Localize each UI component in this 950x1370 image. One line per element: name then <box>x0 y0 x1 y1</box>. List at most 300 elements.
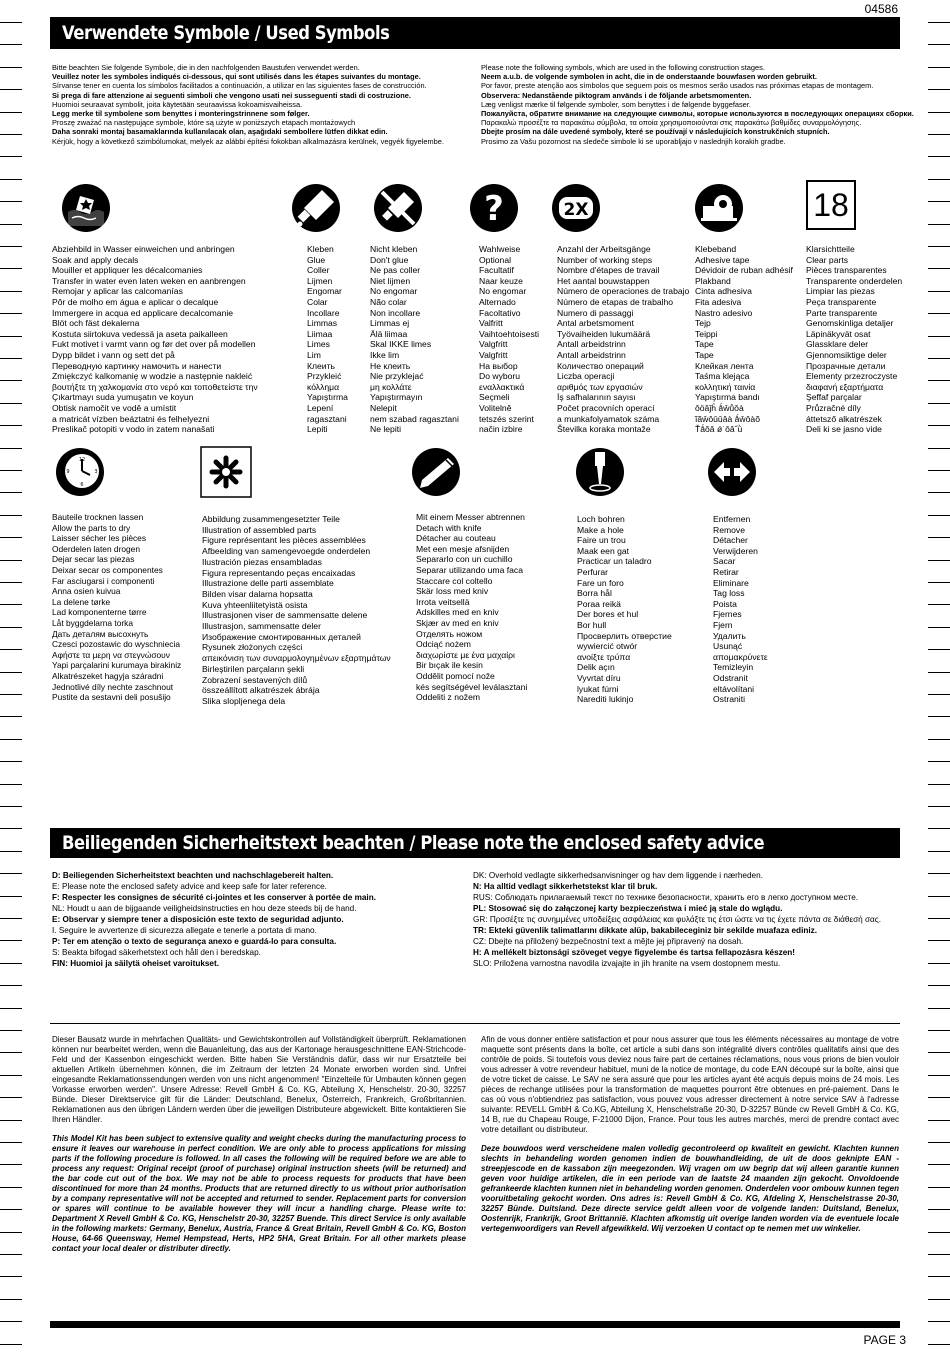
text-line: Immergere in acqua ed applicare decalcomanie <box>52 307 234 318</box>
text-line: PL: Stosować się do załączonej karty bezpieczeństwa i mieć ją stale do wglądu. <box>473 904 783 913</box>
text-line: Antall arbeidstrinn <box>557 349 626 360</box>
symbol-no-glue-text <box>370 244 459 435</box>
text-line: Czesci pozostawic do wyschniecia <box>52 639 181 650</box>
text-line: Ikke lim <box>370 349 400 360</box>
text-line: Deixar secar os componentes <box>52 564 163 575</box>
text-line: Sacar <box>713 556 736 567</box>
text-line: Клейкая лента <box>695 360 754 371</box>
margin-tick <box>0 851 22 852</box>
text-line: P: Ter em atenção o texto de segurança anexo e guardá-lo para consulta. <box>52 937 337 946</box>
margin-tick <box>928 89 950 90</box>
text-line: Nicht kleben <box>370 244 418 254</box>
margin-tick <box>928 851 950 852</box>
margin-tick <box>0 89 22 90</box>
margin-tick <box>0 761 22 762</box>
text-line: Dbejte prosím na dále uvedené symboly, které se používají v následujících konstrukčních stupních. <box>481 127 830 137</box>
margin-tick <box>0 828 22 829</box>
text-line: Engomar <box>307 286 342 297</box>
knife-cut-icon <box>410 446 462 498</box>
footer-bar <box>50 1321 900 1328</box>
text-line: Lad komponenterne tørre <box>52 607 147 618</box>
text-line: a matricát vízben beáztatni és felhelyezni <box>52 413 210 424</box>
margin-tick <box>928 201 950 202</box>
text-line: Neem a.u.b. de volgende symbolen in acht, die in de onderstaande bouwfasen worden gebruikt. <box>481 72 817 82</box>
text-line: Optional <box>479 254 512 265</box>
text-line: Verwijderen <box>713 545 758 556</box>
text-line: Afbeelding van samengevoegde onderdelen <box>202 546 371 557</box>
margin-tick <box>0 179 22 180</box>
margin-tick <box>928 1097 950 1098</box>
safety-title-band <box>50 828 900 858</box>
text-line: Limmas ej <box>370 318 410 329</box>
text-line: kés segítségével leválasztani <box>416 681 528 692</box>
text-line: Fjern <box>713 619 733 630</box>
text-line: απεικόνιση των συναρμολογημένων εξαρτημάτων <box>202 653 391 664</box>
text-line: διαφανή εξαρτήματα <box>806 381 884 392</box>
text-line: Älä liimaa <box>370 328 408 339</box>
margin-tick <box>0 358 22 359</box>
text-line: Rysunek złożonych części <box>202 642 303 653</box>
text-line: Nie przyklejać <box>370 371 424 382</box>
text-line: Nombre d'étapes de travail <box>557 265 660 276</box>
text-line: Cinta adhesiva <box>695 286 752 297</box>
text-line: Do wyboru <box>479 371 521 382</box>
text-line: Staccare col coltello <box>416 575 493 586</box>
text-line: Illustrasjonen viser de sammensatte delene <box>202 610 368 621</box>
text-line: Låt byggdelarna torka <box>52 617 134 628</box>
margin-tick <box>0 1187 22 1188</box>
text-line: Non incollare <box>370 307 421 318</box>
text-line: Allow the parts to dry <box>52 522 131 533</box>
text-line: Prosimo za Vašu pozornost na sledeče simbole ki se uporabljajo v naslednjih korakih gradbe. <box>481 136 786 146</box>
text-line: DK: Overhold vedlagte sikkerhedsanvisninger og hav dem liggende i nærheden. <box>473 871 763 880</box>
margin-tick <box>928 1254 950 1255</box>
text-line: Glassklare deler <box>806 339 869 350</box>
margin-tick <box>928 806 950 807</box>
text-line: Número de operaciones de trabajo <box>557 286 690 297</box>
text-line: Transparente onderdelen <box>806 275 903 286</box>
text-line: Make a hole <box>577 524 624 535</box>
text-line: На выбор <box>479 360 518 371</box>
text-line: Ťǻǒǎ ǿ˙ǒâ˝ǜ <box>695 424 743 435</box>
text-line: İş safhalarının sayısı <box>557 392 636 403</box>
text-line: Yapıştırma <box>307 392 348 403</box>
text-line: Lepiti <box>307 424 328 435</box>
text-line: Oddeliti z nožem <box>416 692 481 703</box>
text-line: Laisser sécher les pièces <box>52 533 147 544</box>
margin-tick <box>928 560 950 561</box>
text-line: Zmiękczyć kalkomanię w wodzie a następnie nakleić <box>52 371 253 382</box>
text-line: Slika slopljenega dela <box>202 695 286 706</box>
margin-tick <box>928 380 950 381</box>
text-line: Adskilles med en kniv <box>416 607 499 618</box>
text-line: Proszę zważać na następujące symbole, które są użyte w poniższych etapach montażowych <box>52 118 356 128</box>
symbol-optional-text <box>479 244 539 435</box>
text-line: Don't glue <box>370 254 409 265</box>
margin-tick <box>0 201 22 202</box>
text-line: Valgfritt <box>479 349 508 360</box>
text-line: Irrota veitsellä <box>416 596 470 607</box>
margin-tick <box>0 1097 22 1098</box>
text-line: Ne pas coller <box>370 265 421 276</box>
text-line: SLO: Priložena varnostna navodila izvajajte in jih hranite na vsem dostopnem mestu. <box>473 959 781 968</box>
text-line: Fukt motivet i varmt vann og før det over på modellen <box>52 339 256 350</box>
margin-tick <box>928 425 950 426</box>
text-line: Lijmen <box>307 275 333 286</box>
symbol-steps-text <box>557 244 689 435</box>
margin-tick <box>928 1120 950 1121</box>
text-line: Не клеить <box>370 360 411 371</box>
text-line: Yapıştırma bandı <box>695 392 760 403</box>
text-line: κόλλημα <box>307 381 340 392</box>
text-line: Het aantal bouwstappen <box>557 275 650 286</box>
margin-tick <box>0 224 22 225</box>
text-line: Détacher <box>713 535 748 546</box>
glue-tube-icon <box>290 182 342 234</box>
text-line: Number of working steps <box>557 254 653 265</box>
text-line: Bir bıçak ile kesin <box>416 660 483 671</box>
margin-tick <box>928 1187 950 1188</box>
text-line: wywiercić otwór <box>577 641 638 652</box>
text-line: Dévidoir de ruban adhésif <box>695 265 793 276</box>
text-line: Veuillez noter les symboles indiqués ci-dessous, qui sont utilisés dans les étapes suivantes du montage. <box>52 72 421 82</box>
margin-tick <box>0 515 22 516</box>
margin-tick <box>0 425 22 426</box>
text-line: Παρακαλώ προσέξτε τα παρακάτω σύμβολα, τα οποία χρησιμοποιούνται στις παρακάτω βαθμίδες συναρμολόγησης. <box>481 118 862 128</box>
text-line: Soak and apply decals <box>52 254 139 265</box>
margin-tick <box>928 448 950 449</box>
text-line: Ilustración piezas ensambladas <box>202 556 322 567</box>
text-line: Ostraniti <box>713 694 745 705</box>
margin-tick <box>0 492 22 493</box>
text-line: Valfritt <box>479 318 503 329</box>
text-line: Teippi <box>695 328 718 339</box>
text-line: Työvaiheiden lukumäärä <box>557 328 651 339</box>
text-line: Practicar un taladro <box>577 556 652 567</box>
margin-tick <box>0 1276 22 1277</box>
text-line: Naar keuze <box>479 275 523 286</box>
text-line: Läpinäkyvät osat <box>806 328 871 339</box>
text-line: Pôr de molho em água e aplicar o decalque <box>52 296 219 307</box>
margin-tick <box>0 1120 22 1121</box>
text-line: TR: Ekteki güvenlik talimatlarını dikkate alüp, bakabileceginiz bir sekilde muafaza ediniz. <box>473 926 817 935</box>
margin-tick <box>0 470 22 471</box>
text-line: Bauteile trocknen lassen <box>52 512 144 522</box>
margin-tick <box>928 694 950 695</box>
symbol-knife-text <box>416 512 527 703</box>
text-line: Nelepit <box>370 402 397 413</box>
text-line: Průzračné díly <box>806 402 861 413</box>
text-line: ôöâĵĥ ǻŵůǒà <box>695 402 744 413</box>
text-line: Yapi parçalarini kurumaya birakiniz <box>52 660 182 671</box>
margin-tick <box>928 134 950 135</box>
adhesive-tape-icon <box>693 182 745 234</box>
text-line: Facoltativo <box>479 307 521 318</box>
text-line: Faire un trou <box>577 535 626 546</box>
text-line: διαχωρίστε με ένα μαχαίρι <box>416 649 515 660</box>
margin-tick <box>928 179 950 180</box>
text-line: Separar utilizando uma faca <box>416 564 524 575</box>
margin-tick <box>928 1008 950 1009</box>
text-line: Alkatrészeket hagyja száradni <box>52 670 164 681</box>
text-line: Detach with knife <box>416 522 482 533</box>
margin-tick <box>0 560 22 561</box>
margin-tick <box>928 291 950 292</box>
text-line: Transfer in water even laten weken en aanbrengen <box>52 275 246 286</box>
margin-tick <box>0 380 22 381</box>
text-line: Şeffaf parçalar <box>806 392 862 403</box>
margin-tick <box>928 1075 950 1076</box>
margin-tick <box>0 448 22 449</box>
margin-tick <box>928 627 950 628</box>
text-line: Lepení <box>307 402 334 413</box>
text-line: Adhesive tape <box>695 254 750 265</box>
margin-tick <box>928 649 950 650</box>
service-right <box>481 1035 899 1243</box>
text-line: Deli ki se jasno vide <box>806 424 882 435</box>
repeat-2x-icon <box>550 182 602 234</box>
text-line: Pièces transparentes <box>806 265 887 276</box>
text-line: Nastro adesivo <box>695 307 753 318</box>
margin-tick <box>0 246 22 247</box>
margin-tick <box>0 336 22 337</box>
text-line: Birleştirilen parçaların şekli <box>202 663 305 674</box>
text-line: Отделять ножом <box>416 628 483 639</box>
margin-tick <box>0 716 22 717</box>
margin-tick <box>0 985 22 986</box>
margin-tick <box>928 224 950 225</box>
margin-tick <box>928 1276 950 1277</box>
text-line: Poista <box>713 598 737 609</box>
text-line: Bitte beachten Sie folgende Symbole, die in den nachfolgenden Baustufen verwendet werden. <box>52 63 360 72</box>
margin-tick <box>0 67 22 68</box>
text-line: Temizleyin <box>713 662 754 673</box>
symbol-tape-text <box>695 244 793 435</box>
text-line: Mouiller et appliquer les décalcomanies <box>52 265 203 276</box>
text-line: Preslikač potopiti v vodo in zatem nanašati <box>52 424 215 435</box>
service-nl: Deze bouwdoos werd verscheidene malen volledig gecontroleerd op kwaliteit en gewicht. Klachten kunnen slechts in behandeling worden genomen indien de bouwhandleiding, de uit de doos geknipte EAN - streepjescode en de kassabon zijn meegezonden. Wij vragen om uw begrip dat wij alleen garantie kunnen geven voor huidige artikelen, die in een periode van de laatste 24 maanden zijn gekocht. Onvoldoende gefrankeerde klachten kunnen niet in behandeling worden genomen. Onderdelen voor ombouw kunnen tegen vooruitbetaling gekocht worden. Ons adres is: Revell GmbH & Co. KG, Afdeling X, Henschelstrasse 20-30, 32257 Bünde. Duitsland. Deze directe service geldt alleen voor de volgende landen: Duitsland, Benelux, Oostenrijk, Frankrijk, Groot Brittannië. Klachten afkomstig uit overige landen worden via de eventuele locale vertegenwoordigers van Revell afgewikkeld. Wij verzoeken U contact op te nemen met uw winkelier. <box>481 1144 899 1233</box>
margin-tick <box>928 470 950 471</box>
divider-line <box>50 1023 900 1024</box>
text-line: Abziehbild in Wasser einweichen und anbringen <box>52 244 235 254</box>
text-line: Kuva yhteenliitetyistä osista <box>202 599 308 610</box>
text-line: Legg merke til symbolene som benyttes i monteringstrinnene som følger. <box>52 109 310 119</box>
margin-tick <box>0 963 22 964</box>
text-line: Clear parts <box>806 254 849 265</box>
margin-tick <box>928 1209 950 1210</box>
text-line: H: A mellékelt biztonsági szöveget vegye figyelembe és tartsa fellapozásra készen! <box>473 948 796 957</box>
text-line: Dypp bildet i vann og sett det på <box>52 349 175 360</box>
remove-arrows-icon <box>706 446 758 498</box>
text-line: Клеить <box>307 360 336 371</box>
margin-tick <box>928 918 950 919</box>
text-line: Počet pracovních operací <box>557 402 655 413</box>
margin-tick <box>0 1142 22 1143</box>
margin-tick <box>0 291 22 292</box>
svg-text:?: ? <box>484 189 504 229</box>
text-line: Antal arbetsmoment <box>557 318 634 329</box>
text-line: Número de etapas de trabalho <box>557 296 674 307</box>
margin-tick <box>928 112 950 113</box>
margin-tick <box>0 896 22 897</box>
text-line: Oddělit pomocí nože <box>416 670 495 681</box>
text-line: No engomar <box>479 286 527 297</box>
text-line: Ne lepiti <box>370 424 402 435</box>
text-line: Sírvanse tener en cuenta los símbolos facilitados a continuación, a utilizar en las siguientes fases de construcción. <box>52 81 427 91</box>
intro-right <box>481 63 914 146</box>
text-line: κολλητική ταινία <box>695 381 756 392</box>
margin-tick <box>0 1232 22 1233</box>
text-line: Peça transparente <box>806 296 877 307</box>
margin-tick <box>0 649 22 650</box>
text-line: Por favor, preste atenção aos símbolos que seguem pois os mesmos serão usados nas próximas etapas de montagem. <box>481 81 874 91</box>
margin-tick <box>928 313 950 314</box>
text-line: Bor hull <box>577 619 607 630</box>
text-line: Volitelně <box>479 402 512 413</box>
margin-tick <box>0 1254 22 1255</box>
text-line: Antall arbeidstrinn <box>557 339 626 350</box>
margin-tick <box>0 313 22 314</box>
margin-tick <box>928 784 950 785</box>
margin-tick <box>928 1232 950 1233</box>
text-line: Oderdelen laten drogen <box>52 543 141 554</box>
margin-tick <box>0 627 22 628</box>
text-line: Retirar <box>713 566 739 577</box>
text-line: Пожалуйста, обратите внимание на следующие символы, которые используются в последующих операциях сборки. <box>481 109 914 119</box>
text-line: La delene tørke <box>52 596 111 607</box>
margin-tick <box>928 604 950 605</box>
text-line: Tape <box>695 349 714 360</box>
text-line: Separarlo con un cuchillo <box>416 554 513 565</box>
text-line: Si prega di fare attenzione ai seguenti simboli che vengono usati nei susseguenti stadi di costruzione. <box>52 90 411 100</box>
text-line: Anzahl der Arbeitsgänge <box>557 244 651 254</box>
text-line: Plakband <box>695 275 731 286</box>
text-line: nem szabad ragasztani <box>370 413 459 424</box>
text-line: ĩãŵôûûâà ǻŵǒàõ <box>695 413 760 424</box>
text-line: Klarsichtteile <box>806 244 855 254</box>
text-line: Skjær av med en kniv <box>416 617 499 628</box>
text-line: απομακρύνετε <box>713 651 768 662</box>
text-line: Liczba operacji <box>557 371 615 382</box>
text-line: Eliminare <box>713 577 749 588</box>
text-line: Delik açın <box>577 662 615 673</box>
margin-tick <box>928 716 950 717</box>
intro-left <box>52 63 467 146</box>
text-line: Daha sonraki montaj basamaklarında kullanılacak olan, aşağıdaki sembollere lütfen dikkat edin. <box>52 127 388 137</box>
text-line: Wahlweise <box>479 244 521 254</box>
margin-tick <box>928 940 950 941</box>
no-glue-icon <box>372 182 424 234</box>
text-line: Elementy przezroczyste <box>806 371 898 382</box>
margin-tick <box>0 694 22 695</box>
text-line: Illustrasjon, sammensatte deler <box>202 621 321 632</box>
text-line: Colar <box>307 296 328 307</box>
clear-part-icon <box>806 180 856 230</box>
text-line: D: Beiliegenden Sicherheitstext beachten und nachschlagebereit halten. <box>52 871 334 880</box>
text-line: FIN: Huomioi ja säilytä oheiset varoitukset. <box>52 959 219 968</box>
text-line: Usunąć <box>713 641 743 652</box>
text-line: Skär loss med kniv <box>416 586 489 597</box>
service-fr: Afin de vous donner entière satisfaction et pour nous assurer que tous les éléments nécessaires au montage de votre maquette sont présents dans la boîte, cet article a subi dans son intégralité divers contrôles qualitatifs ainsi que des contrôle de poids. Si toutefois vous deviez nous faire part de certaines réclamations, nous vous prions de bien vouloir vous adresser à votre revendeur habituel, muni de la notice de montage, du code EAN découpé sur la boîte, ainsi que de votre ticket de caisse. Le SAV ne sera assuré que pour les articles ayant été acquis depuis moins de 24 mois. Les pièces de rechange utilisées pour la transformation de maquettes pourront être obtenues en pré-paiement. Dans le cas où vous n'obtiendriez pas satisfaction, vous pouvez vous adresser directement à notre service SAV à l'adresse suivante: REVELL GmbH & Co.KG, Abteilung X, Henschelstraße 20-30, D-32257 Bünde cw Revell GmbH & Co. KG, 14 B, rue du Chapeau Rouge, F-21000 Dijon, France. Pour tous les autres marchés, merci de prendre contact avec votre detaillant ou distributeur. <box>481 1035 899 1134</box>
margin-tick <box>0 582 22 583</box>
text-line: Figura representando peças encaixadas <box>202 567 356 578</box>
text-line: NL: Houdt u aan de bijgaande veiligheidsinstructies en hou deze steeds bij de hand. <box>52 904 357 913</box>
text-line: Obtisk namočit ve vodě a umístit <box>52 402 177 413</box>
text-line: αριθμός των εργασιών <box>557 381 643 392</box>
margin-tick <box>928 1030 950 1031</box>
svg-text:2X: 2X <box>563 200 589 220</box>
text-line: Numero di passaggi <box>557 307 634 318</box>
assembled-parts-icon <box>200 446 252 498</box>
margin-tick <box>928 985 950 986</box>
margin-tick <box>0 537 22 538</box>
text-line: tetszés szerint <box>479 413 534 424</box>
text-line: Please note the following symbols, which are used in the following construction stages. <box>481 63 765 72</box>
text-line: Gjennomsiktige deler <box>806 349 887 360</box>
margin-tick <box>0 1052 22 1053</box>
text-line: összeállított alkatrészek ábrája <box>202 685 320 696</box>
svg-text:3: 3 <box>94 469 98 475</box>
text-line: Seçmeli <box>479 392 510 403</box>
text-line: Far asciugarsi i componenti <box>52 575 155 586</box>
text-line: Valgfritt <box>479 339 508 350</box>
text-line: N: Ha alltid vedlagt sikkerhetstekst klar til bruk. <box>473 882 658 891</box>
text-line: Tag loss <box>713 588 745 599</box>
margin-tick <box>0 1321 22 1322</box>
text-line: Illustration of assembled parts <box>202 524 317 535</box>
margin-tick <box>928 358 950 359</box>
text-line: Fita adesiva <box>695 296 742 307</box>
text-line: ragasztani <box>307 413 347 424</box>
text-line: Kleben <box>307 244 334 254</box>
text-line: RUS: Соблюдать прилагаемый текст по технике безопасности, хранить его в легко доступном месте. <box>473 893 859 902</box>
margin-tick <box>0 873 22 874</box>
margin-tick <box>0 1075 22 1076</box>
margin-tick <box>928 1142 950 1143</box>
text-line: Bilden visar dalarna hopsatta <box>202 588 313 599</box>
margin-tick <box>928 761 950 762</box>
text-line: Zobrazení sestavených dílů <box>202 674 308 685</box>
margin-tick <box>0 22 22 23</box>
text-line: a munkafolyamatok száma <box>557 413 660 424</box>
text-line: áttetsző alkatrészek <box>806 413 882 424</box>
margin-tick <box>928 896 950 897</box>
optional-icon <box>468 182 520 234</box>
margin-tick <box>0 403 22 404</box>
text-line: Vyvrtat díru <box>577 672 621 683</box>
symbol-remove-text <box>713 514 768 705</box>
text-line: Maak een gat <box>577 545 630 556</box>
text-line: Niet lijmen <box>370 275 411 286</box>
text-line: εναλλακτικά <box>479 381 525 392</box>
text-line: Pustite da sestavni deli posušijo <box>52 692 171 703</box>
margin-tick <box>928 44 950 45</box>
margin-tick <box>928 1299 950 1300</box>
text-line: Изображение смонтированных деталей <box>202 631 361 642</box>
page-label: PAGE 3 <box>863 1333 906 1347</box>
margin-tick <box>928 492 950 493</box>
text-line: Liimaa <box>307 328 333 339</box>
margin-tick <box>0 806 22 807</box>
symbol-decal-text <box>52 244 258 435</box>
margin-tick <box>928 403 950 404</box>
text-line: Huomioi seuraavat symbolit, joita käytetään seuraavissa kokoamisvaiheissa. <box>52 99 303 109</box>
text-line: Læg venligst mærke til følgende symboler, som benyttes i de følgende byggefaser. <box>481 99 751 109</box>
margin-tick <box>928 515 950 516</box>
margin-tick <box>928 582 950 583</box>
service-en: This Model Kit has been subject to extensive quality and weight checks during the manufacturing process to ensure it leaves our warehouse in perfect condition. We are only able to process applications for missing parts if the following procedure is followed. In all cases the following will be required before we are able to process any request: Original receipt (proof of purchase) original instruction sheets (will be returned) and the bar code cut out of the box. We may not be able to process requests for products that have been discontinued for more than 24 months. Products that are returned directly to us without prior authorisation by a company representative will not be accepted and returned to sender. Replacement parts for conversion or spares will continue to be available however they will incur a handling charge. Please write to: Department X Revell GmbH & Co. KG, Henschelstr 20-30, 32257 Buende. This direct Service is only available in the following markets: Germany, Benelux, Austria, France & Great Britain, Revell GmbH & Co. KG, Boston House, 64-66 Queensway, Hemel Hempstead, Herts, HP2 5HA, Great Britain. For all other markets please contact your local dealer or distributer directly. <box>52 1134 466 1253</box>
text-line: Številka koraka montaže <box>557 424 651 435</box>
